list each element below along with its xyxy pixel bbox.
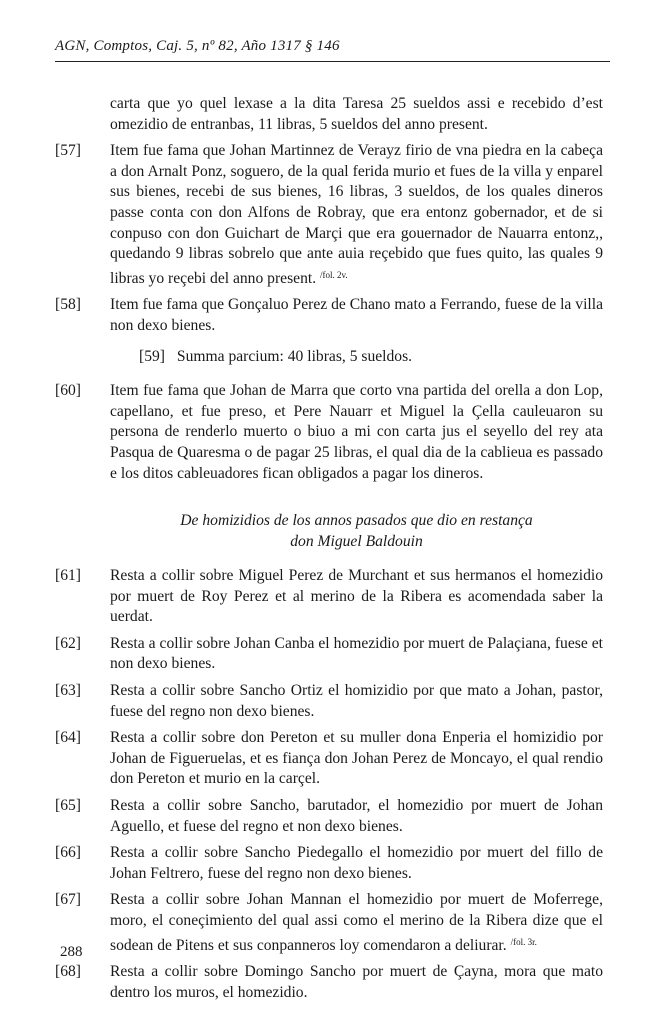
entries-group-b (55, 381, 603, 484)
paragraph-text: carta que yo quel lexase a la dita Taresa 25 sueldos assi e recebido d’est omezidio de entranbas, 11 libras, 5 sueldos del anno present. (110, 95, 603, 133)
entry-text: Resta a collir sobre Sancho, barutador, el homezidio por muert de Johan Aguello, et fuese del regno et non dexo bienes. (110, 797, 603, 835)
running-head: AGN, Comptos, Caj. 5, nº 82, Año 1317 § 146 (55, 38, 340, 54)
entry-paragraph (55, 681, 603, 722)
entry-number: [57] (55, 142, 81, 160)
section-heading (55, 510, 603, 552)
folio-marker: /fol. 3r. (510, 936, 537, 947)
page-number: 288 (60, 944, 83, 960)
entry-text: Resta a collir sobre Miguel Perez de Murchant et sus hermanos el homezidio por muert de Roy Perez et al merino de la Ribera es acomendada saber la uerdat. (110, 567, 603, 626)
entry-text: Item fue fama que Johan Martinnez de Verayz firio de vna piedra en la cabeça a don Arnalt Ponz, soguero, de la qual ferida murio et fues de la villa y enparel sus bienes, recebi de sus bienes, 16 libras, 3 sueldos, de los quales dineros passe conta con don Alfons de Robray, que era entonz gobernador, et de si conpuso con don Guichart de Marçi que era gouernador de Nauarra entonz,, quedando 9 libras sobrelo que ante auia reçebido que fues quito, las quales 9 libras yo reçebi del anno present. (110, 142, 603, 287)
entry-text: Resta a collir sobre Domingo Sancho por muert de Çayna, mora que mato dentro los muros, el homezidio. (110, 963, 603, 1001)
entry-paragraph (55, 728, 603, 790)
entry-paragraph (55, 141, 603, 289)
entry-paragraph (55, 962, 603, 1003)
entry-number: [65] (55, 797, 81, 815)
section-heading-line-1: De homizidios de los annos pasados que dio en restança (180, 512, 533, 530)
entry-number: [61] (55, 567, 81, 585)
section-heading-line-2: don Miguel Baldouin (290, 533, 423, 551)
summa-number: [59] (139, 347, 165, 365)
entries-group-c (55, 566, 603, 1003)
entry-paragraph (55, 381, 603, 484)
entry-text: Item fue fama que Johan de Marra que corto vna partida del orella a don Lop, capellano, et fue preso, et Pere Nauarr et Miguel la Çella cauleuaron su persona de renderlo muerto o biuo a mi con carta jus el seyello del rey ata Pasqua de Quaresma o de pagar 25 libras, el qual dia de la cablieua es passado e los ditos cableuadores fican obligados a pagar los dineros. (110, 382, 603, 482)
entry-paragraph (55, 843, 603, 884)
summa-text: Summa parcium: 40 libras, 5 sueldos. (176, 347, 413, 365)
header-rule (55, 61, 610, 62)
entry-number: [63] (55, 682, 81, 700)
folio-marker: /fol. 2v. (320, 269, 348, 280)
entry-text: Resta a collir sobre Johan Mannan el homezidio por muert de Moferrege, moro, el coneçimiento del qual assi como el merino de la Ribera dize que el sodean de Pitens et sus conpanneros loy comendaron a deliurar. (110, 891, 603, 954)
entry-paragraph (55, 295, 603, 336)
entry-number: [67] (55, 891, 81, 909)
entry-number: [62] (55, 634, 81, 652)
entries-group-a (55, 141, 603, 336)
entry-text: Resta a collir sobre Sancho Piedegallo el homezidio por muert del fillo de Johan Feltrero, fuese del regno non dexo bienes. (110, 844, 603, 882)
summa-line (55, 347, 603, 368)
entry-text: Resta a collir sobre Sancho Ortiz el homizidio por que mato a Johan, pastor, fuese del regno non dexo bienes. (110, 682, 603, 720)
entry-number: [68] (55, 963, 81, 981)
entry-text: Resta a collir sobre don Pereton et su muller dona Enperia el homizidio por Johan de Figueruelas, et es fiança don Johan Perez de Moncayo, el qual rendio don Pereton et murio en la carçel. (110, 729, 603, 788)
entry-number: [58] (55, 296, 81, 314)
entry-paragraph (55, 634, 603, 675)
entry-paragraph (55, 566, 603, 628)
entry-paragraph (55, 796, 603, 837)
entry-text: Resta a collir sobre Johan Canba el homezidio por muert de Palaçiana, fuese et non dexo bienes. (110, 634, 603, 673)
entry-number: [64] (55, 729, 81, 747)
continuation-paragraph (55, 94, 603, 135)
entry-number: [60] (55, 382, 81, 400)
entry-paragraph (55, 890, 603, 956)
page-body (55, 94, 603, 1009)
entry-number: [66] (55, 844, 81, 862)
entry-text: Item fue fama que Gonçaluo Perez de Chano mato a Ferrando, fuese de la villa non dexo bienes. (110, 296, 603, 334)
